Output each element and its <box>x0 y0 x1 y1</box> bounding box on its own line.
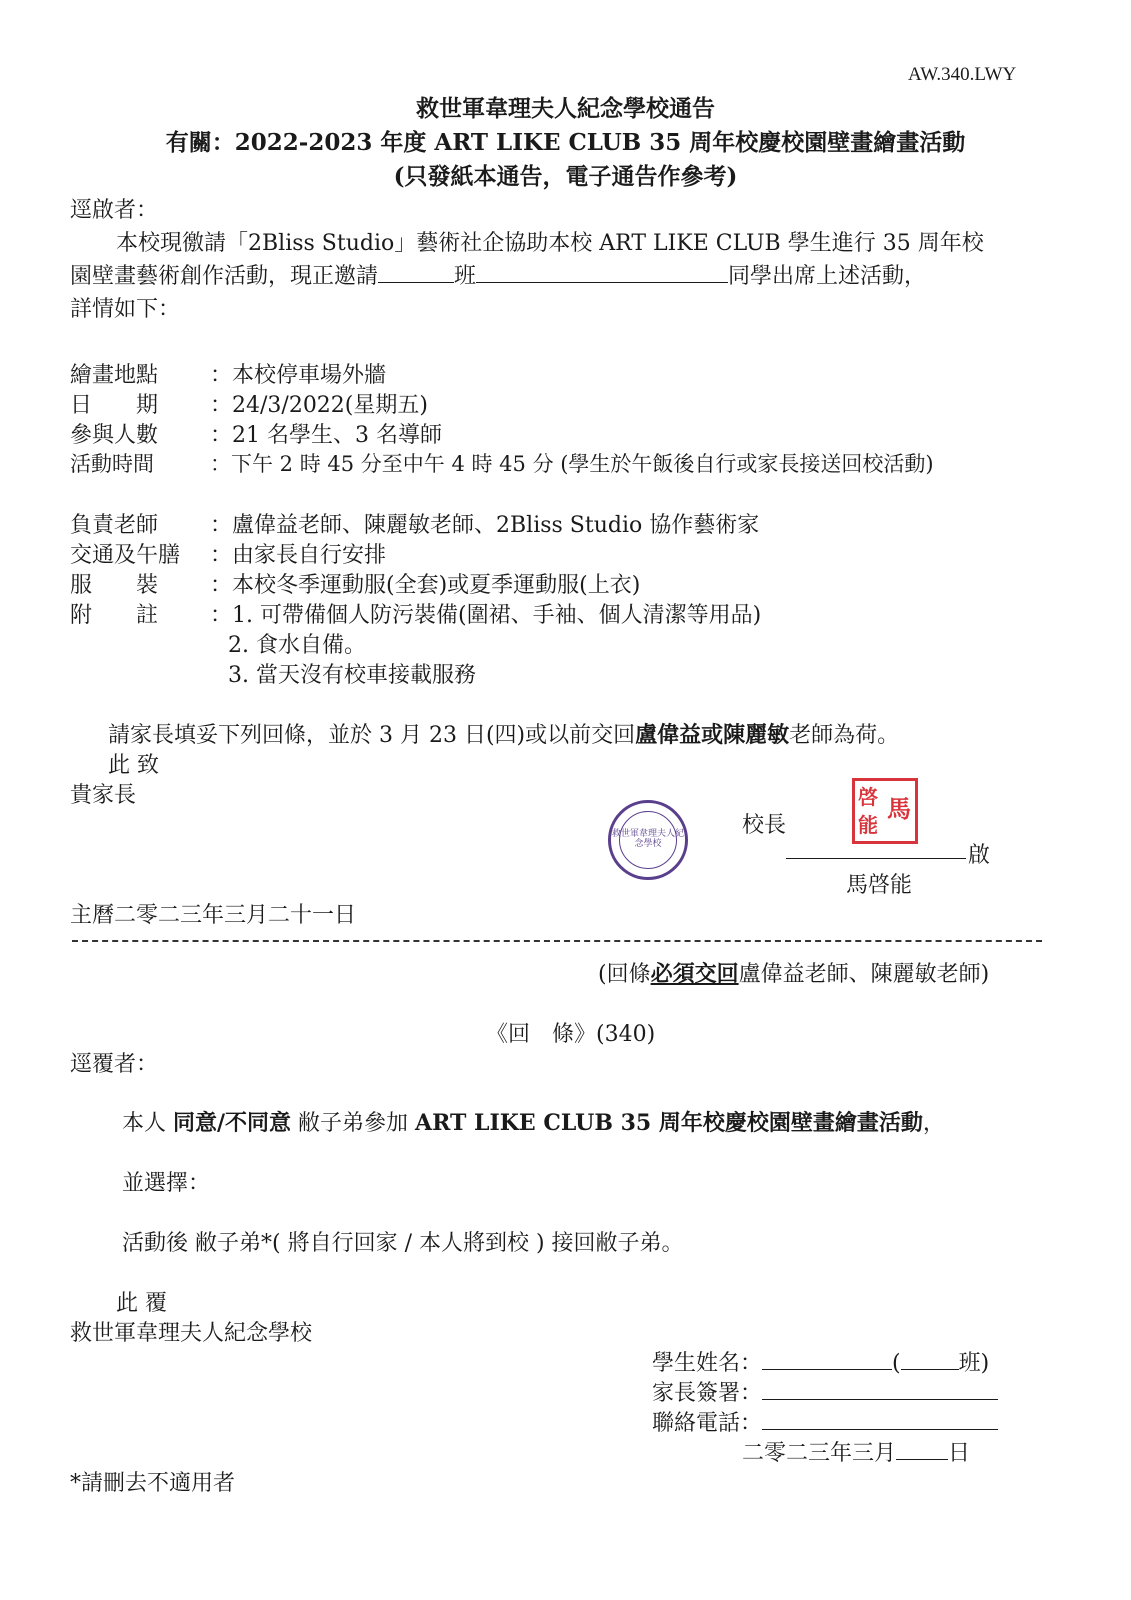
student-name-row <box>652 1346 989 1377</box>
detail-value: ：24/3/2022(星期五) <box>210 393 428 418</box>
principal-name: 馬啓能 <box>846 873 913 898</box>
detail-value: ：本校停車場外牆 <box>210 363 387 388</box>
greeting: 逕啟者： <box>70 198 159 223</box>
consent-text-c: 敝子弟參加 <box>291 1111 416 1136</box>
principal-label: 校長 <box>742 813 787 838</box>
student-name-label: 學生姓名： <box>652 1351 763 1376</box>
footnote: *請刪去不適用者 <box>70 1471 236 1496</box>
intro-line-1 <box>116 226 984 257</box>
tear-off-line <box>72 940 1042 942</box>
detail-row-date <box>70 388 428 419</box>
detail-row-participants <box>70 418 442 449</box>
consent-line <box>122 1106 945 1137</box>
notice-subject: 有關：2022-2023 年度 ART LIKE CLUB 35 周年校慶校園壁畫繪畫活動 <box>165 129 966 156</box>
detail-label: 負責老師 <box>70 513 159 538</box>
pickup-choice[interactable]: 活動後 敝子弟*( 將自行回家 / 本人將到校 ) 接回敝子弟。 <box>122 1231 684 1256</box>
detail-value: ：1. 可帶備個人防污裝備(圍裙、手袖、個人清潔等用品) <box>210 603 762 628</box>
detail-label: 附 註 <box>70 603 159 628</box>
school-seal-icon <box>608 800 688 880</box>
student-name-blank[interactable] <box>476 262 728 283</box>
intro-text-1: 本校現徼請「2Bliss Studio」藝術社企協助本校 ART LIKE CLUB 學生進行 35 周年校 <box>116 231 984 256</box>
intro-text-2a: 園壁畫藝術創作活動，現正邀請 <box>70 264 379 289</box>
remark-item-2: 2. 食水自備。 <box>228 633 366 658</box>
request-teachers: 盧偉益或陳麗敏 <box>635 722 790 748</box>
slip-school: 救世軍韋理夫人紀念學校 <box>70 1321 313 1346</box>
class-blank[interactable] <box>378 262 454 283</box>
parent-sign-row <box>652 1376 998 1407</box>
return-instruction <box>598 957 989 988</box>
remark-item-3: 3. 當天沒有校車接載服務 <box>228 663 476 688</box>
class-field[interactable] <box>901 1349 959 1370</box>
document-code: AW.340.LWY <box>908 64 1017 85</box>
detail-label: 日 期 <box>70 393 159 418</box>
phone-label: 聯絡電話： <box>652 1411 763 1436</box>
detail-value: ：21 名學生、3 名導師 <box>210 423 442 448</box>
chop-char-2: 馬 <box>887 794 911 823</box>
signature-qi: 啟 <box>968 843 991 868</box>
return-must: 必須交回 <box>650 961 739 987</box>
intro-text-2c: 同學出席上述活動， <box>728 264 927 289</box>
phone-field[interactable] <box>762 1409 998 1430</box>
slip-date-b: 日 <box>948 1441 971 1466</box>
consent-choice[interactable]: 同意/不同意 <box>173 1110 292 1136</box>
request-text-c: 老師為荷。 <box>789 723 900 748</box>
detail-label: 參與人數 <box>70 423 159 448</box>
class-open: ( <box>892 1351 901 1376</box>
phone-row <box>652 1406 998 1437</box>
slip-closing: 此 覆 <box>116 1291 167 1316</box>
closing-line-1: 此 致 <box>108 753 159 778</box>
notice-format-note: (只發紙本通告，電子通告作參考) <box>393 163 738 190</box>
student-name-field[interactable] <box>762 1349 892 1370</box>
detail-label: 活動時間 <box>70 452 154 476</box>
seal-text: 救世軍韋理夫人紀念學校 <box>611 829 684 849</box>
detail-row-transport <box>70 538 386 569</box>
detail-row-teachers <box>70 508 759 539</box>
return-request <box>108 718 899 749</box>
slip-date-a: 二零二三年三月 <box>742 1441 897 1466</box>
notice-title: 救世軍韋理夫人紀念學校通告 <box>416 95 715 122</box>
consent-text-a: 本人 <box>122 1111 173 1136</box>
detail-value: ：下午 2 時 45 分至中午 4 時 45 分 (學生於午飯後自行或家長接送回校活動) <box>210 452 934 476</box>
slip-date-row <box>742 1436 970 1467</box>
return-text-a: (回條 <box>598 962 651 987</box>
signature-line <box>786 858 966 859</box>
closing-line-2: 貴家長 <box>70 783 137 808</box>
detail-row-time <box>70 448 934 478</box>
slip-greeting: 逕覆者： <box>70 1052 159 1077</box>
intro-line-3: 詳情如下： <box>70 297 181 322</box>
detail-label: 繪畫地點 <box>70 363 159 388</box>
detail-label: 服 裝 <box>70 573 159 598</box>
detail-row-location <box>70 358 386 389</box>
parent-sign-field[interactable] <box>762 1379 998 1400</box>
slip-day-field[interactable] <box>896 1439 948 1460</box>
principal-chop-icon <box>852 778 918 844</box>
detail-value: ：由家長自行安排 <box>210 543 387 568</box>
chop-char-1: 啓 <box>858 785 878 809</box>
detail-label: 交通及午膳 <box>70 543 181 568</box>
slip-title: 《回 條》(340) <box>486 1022 656 1047</box>
consent-text-e: ， <box>922 1111 945 1136</box>
select-prompt: 並選擇： <box>122 1171 211 1196</box>
detail-value: ：本校冬季運動服(全套)或夏季運動服(上衣) <box>210 573 641 598</box>
parent-sign-label: 家長簽署： <box>652 1381 763 1406</box>
detail-row-remarks <box>70 598 761 629</box>
detail-row-attire <box>70 568 640 599</box>
intro-text-2b: 班 <box>454 264 477 289</box>
intro-line-2 <box>70 259 926 290</box>
class-close: 班) <box>958 1351 990 1376</box>
consent-activity: ART LIKE CLUB 35 周年校慶校園壁畫繪畫活動 <box>415 1110 923 1136</box>
chop-char-3: 能 <box>858 813 878 837</box>
return-text-c: 盧偉益老師、陳麗敏老師) <box>738 962 990 987</box>
notice-date: 主曆二零二三年三月二十一日 <box>70 903 357 928</box>
request-text-a: 請家長填妥下列回條，並於 3 月 23 日(四)或以前交回 <box>108 723 636 748</box>
detail-value: ：盧偉益老師、陳麗敏老師、2Bliss Studio 協作藝術家 <box>210 513 760 538</box>
